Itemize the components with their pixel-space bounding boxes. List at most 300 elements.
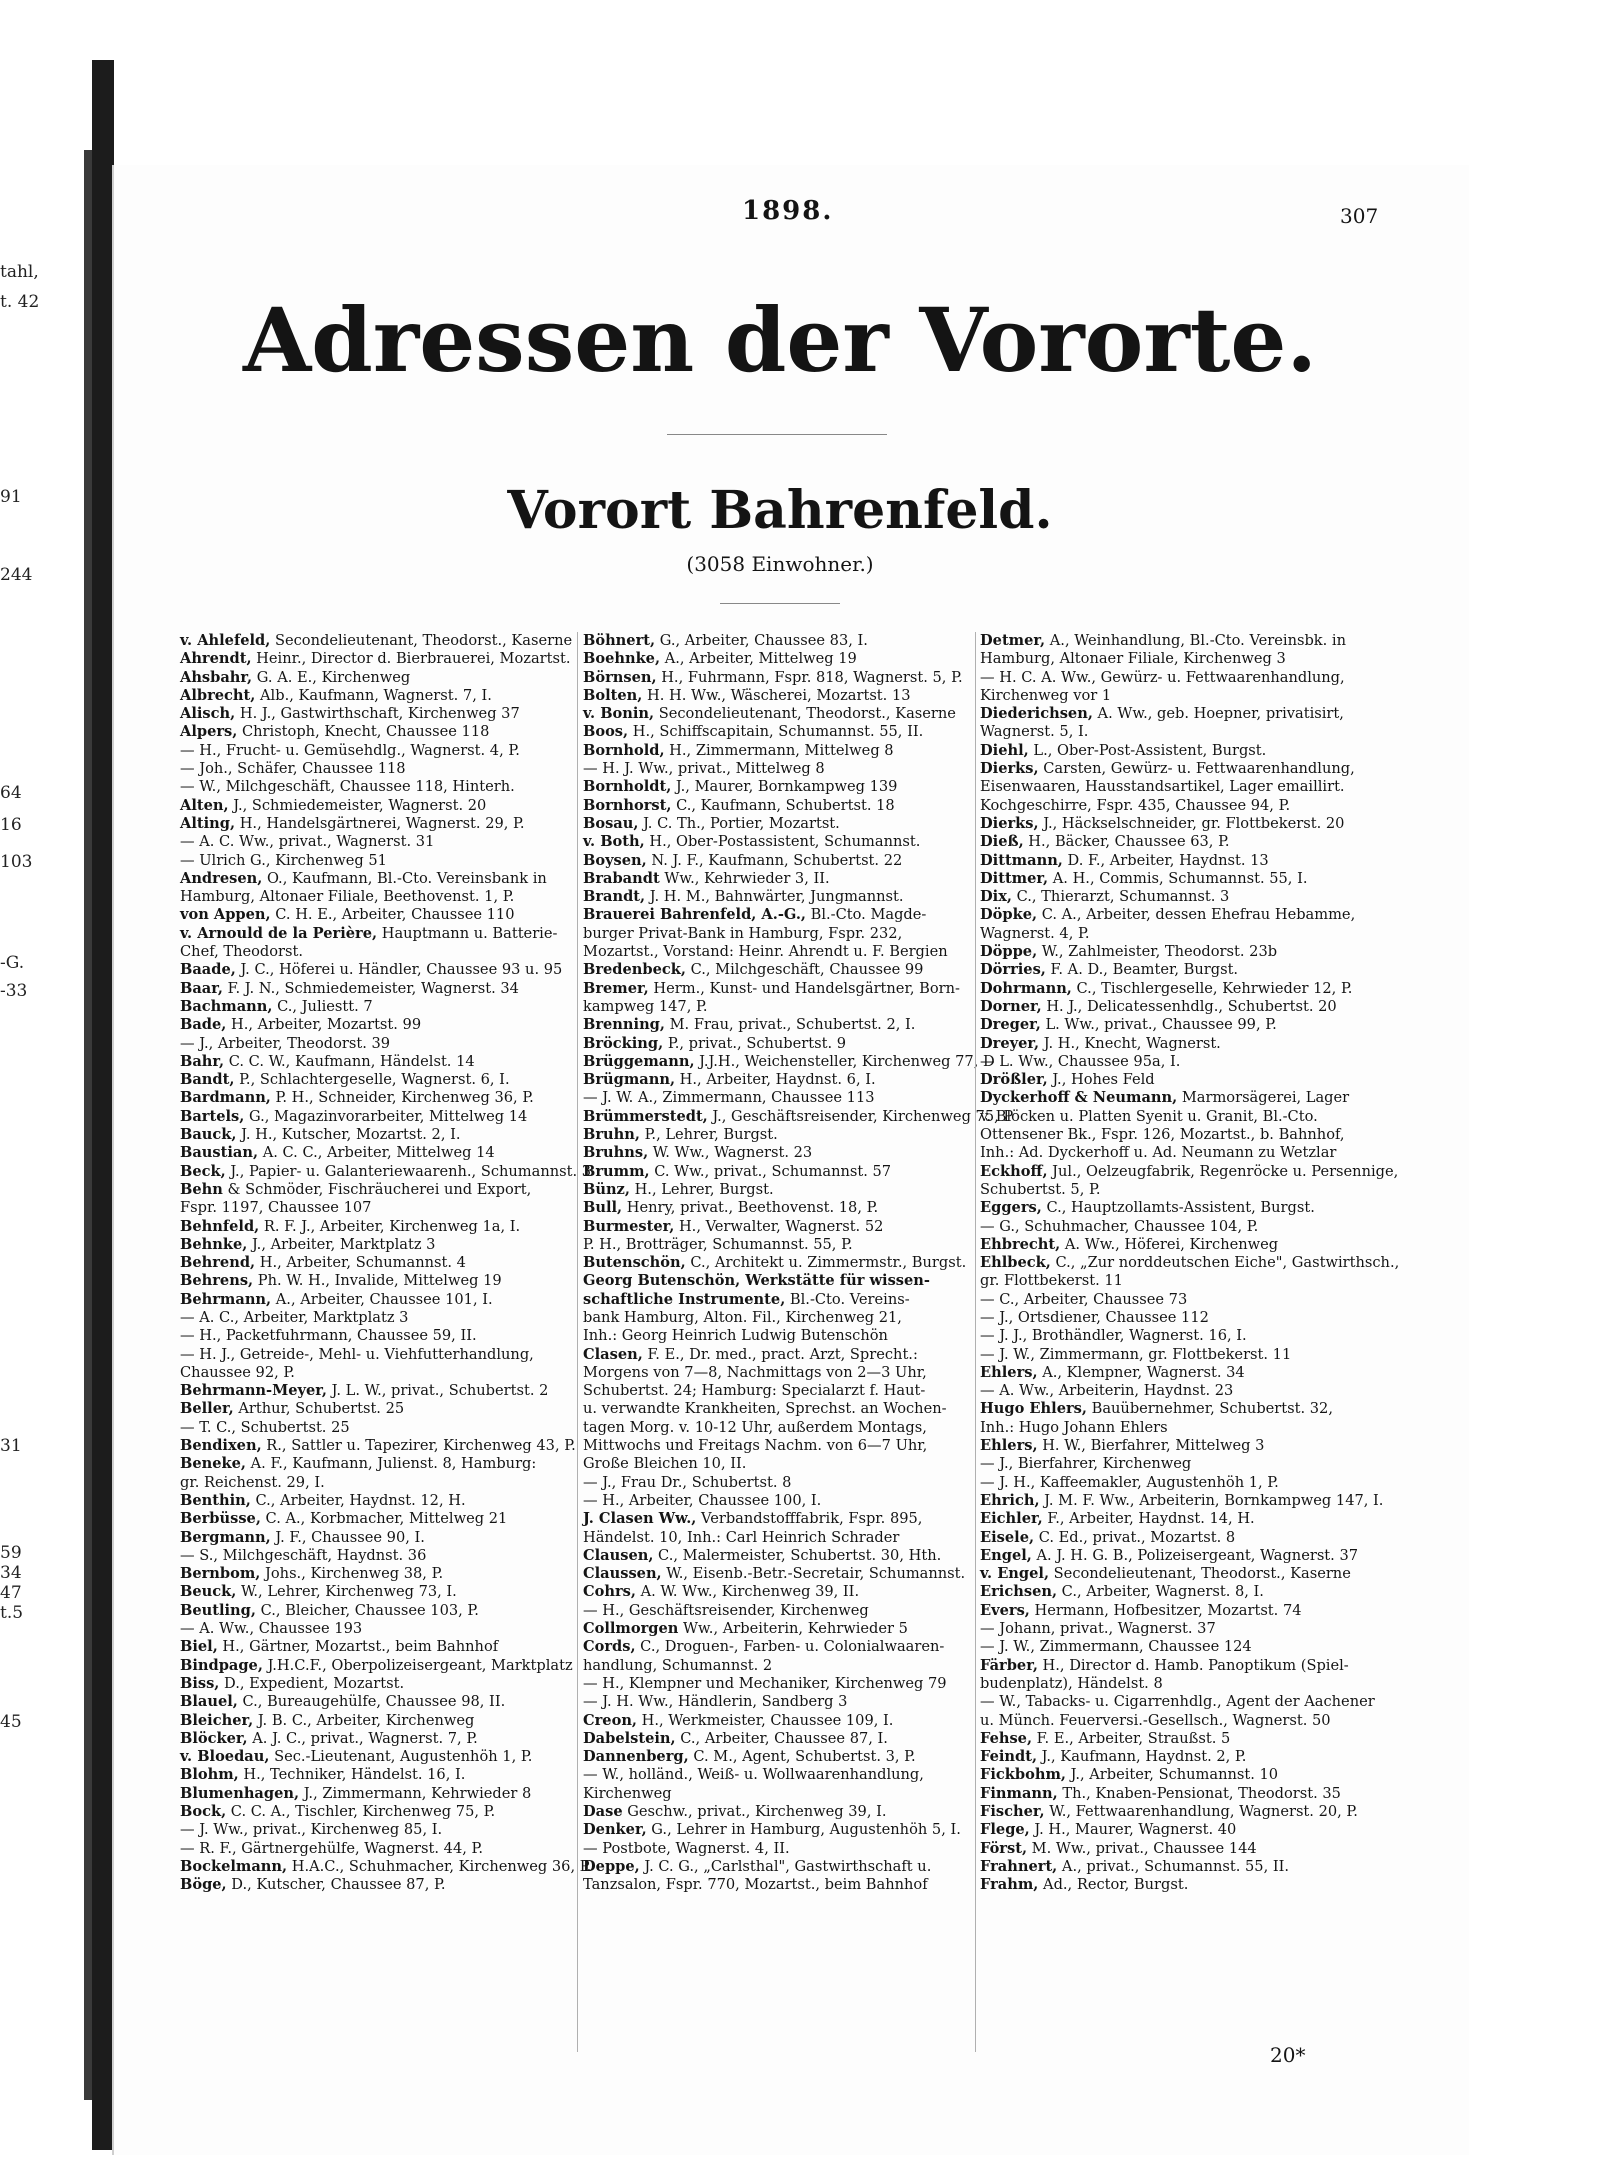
entry-name: Dittmer, [980, 869, 1049, 887]
entry-details: Hamburg, Altonaer Filiale, Kirchenweg 3 [980, 650, 1286, 668]
address-entry [583, 1382, 973, 1400]
entry-name: Dyckerhoff & Neumann, [980, 1089, 1178, 1107]
address-entry [980, 1126, 1372, 1144]
entry-details: — J. W. A., Zimmermann, Chaussee 113 [583, 1089, 875, 1107]
address-entry [980, 1309, 1372, 1327]
entry-name: Ehbrecht, [980, 1235, 1061, 1253]
address-entry [583, 1876, 973, 1894]
entry-details: — Ulrich G., Kirchenweg 51 [180, 851, 387, 869]
address-entry [583, 1218, 973, 1236]
entry-details: C., Bleicher, Chaussee 103, P. [255, 1601, 479, 1619]
address-entry [583, 1492, 973, 1510]
entry-details: G., Magazinvorarbeiter, Mittelweg 14 [244, 1107, 528, 1125]
entry-name: Bröcking, [583, 1034, 664, 1052]
address-entry [980, 1291, 1372, 1309]
entry-details: — A. C., Arbeiter, Marktplatz 3 [180, 1308, 409, 1326]
entry-details: A. Ww., geb. Hoepner, privatisirt, [1092, 705, 1344, 723]
entry-name: Alten, [180, 796, 229, 814]
address-entry [583, 888, 973, 906]
entry-details: J. M. F. Ww., Arbeiterin, Bornkampweg 147, I. [1039, 1491, 1384, 1509]
address-entry [980, 687, 1372, 705]
address-entry [980, 1254, 1400, 1272]
section-rule [720, 603, 840, 604]
entry-details: L., Ober-Post-Assistent, Burgst. [1028, 741, 1267, 759]
left-page-text: t.5 [0, 1603, 24, 1623]
address-entry [980, 1766, 1372, 1784]
entry-details: — J., Arbeiter, Theodorst. 39 [180, 1034, 391, 1052]
entry-details: — J., Frau Dr., Schubertst. 8 [583, 1473, 792, 1491]
entry-details: L. Ww., privat., Chaussee 99, P. [1040, 1016, 1277, 1034]
address-entry [980, 1272, 1372, 1290]
entry-details: J., Papier- u. Galanteriewaarenh., Schumannst. 3 [225, 1162, 592, 1180]
entry-details: A. H., Commis, Schumannst. 55, I. [1048, 869, 1308, 887]
entry-name: Alisch, [180, 705, 236, 723]
address-entry [980, 669, 1372, 687]
entry-details: C., Tischlergeselle, Kehrwieder 12, P. [1071, 979, 1353, 997]
entry-details: Alb., Kaufmann, Wagnerst. 7, I. [255, 686, 492, 704]
address-entry [180, 852, 570, 870]
left-page-text: tahl, [0, 262, 39, 282]
address-entry [180, 925, 570, 943]
entry-name: Diehl, [980, 741, 1029, 759]
address-entry [980, 1491, 1384, 1510]
address-entry [583, 650, 973, 668]
address-entry [180, 833, 570, 851]
entry-details: — J., Ortsdiener, Chaussee 112 [980, 1308, 1209, 1326]
address-entry [180, 1748, 570, 1766]
address-entry [180, 1510, 570, 1528]
entry-details: J. C. G., „Carlsthal", Gastwirthschaft u. [639, 1857, 932, 1875]
address-entry [180, 1016, 570, 1034]
address-entry [980, 1730, 1372, 1748]
entry-name: Eckhoff, [980, 1162, 1048, 1180]
entry-name: Bolten, [583, 686, 643, 704]
address-entry [583, 1400, 973, 1418]
entry-details: v. Blöcken u. Platten Syenit u. Granit, Bl.-Cto. [980, 1107, 1318, 1125]
entry-details: A. J. H. G. B., Polizeisergeant, Wagnerst. 37 [1031, 1546, 1359, 1564]
name-prefix: v. [980, 1565, 998, 1583]
address-entry [980, 998, 1372, 1016]
address-entry [583, 1035, 973, 1053]
entry-name: Böge, [180, 1876, 227, 1894]
entry-details: Johs., Kirchenweg 38, P. [260, 1565, 444, 1583]
entry-name: Behnke, [180, 1235, 248, 1253]
entry-details: C. Ed., privat., Mozartst. 8 [1034, 1528, 1236, 1546]
entry-name: Bull, [583, 1199, 623, 1217]
entry-name: Beneke, [180, 1455, 246, 1473]
entry-details: H., Zimmermann, Mittelweg 8 [664, 741, 894, 759]
entry-details: Ph. W. H., Invalide, Mittelweg 19 [253, 1272, 502, 1290]
entry-details: — J., Bierfahrer, Kirchenweg [980, 1455, 1192, 1473]
address-entry [180, 1656, 573, 1675]
entry-name: schaftliche Instrumente, [583, 1290, 786, 1308]
entry-details: J. H., Kutscher, Mozartst. 2, I. [236, 1126, 461, 1144]
left-page-text: 59 [0, 1543, 22, 1563]
entry-name: Döpke, [980, 906, 1038, 924]
address-entry [583, 1785, 973, 1803]
entry-details: P. H., Brotträger, Schumannst. 55, P. [583, 1235, 853, 1253]
entry-details: F. E., Arbeiter, Straußst. 5 [1032, 1729, 1231, 1747]
address-entry [980, 797, 1372, 815]
entry-name: Bock, [180, 1803, 227, 1820]
address-entry [980, 1858, 1372, 1876]
entry-details: W., Fettwaarenhandlung, Wagnerst. 20, P. [1044, 1803, 1358, 1820]
address-entry [583, 1291, 973, 1309]
entry-details: H. H. Ww., Wäscherei, Mozartst. 13 [642, 686, 911, 704]
entry-name: Blohm, [180, 1766, 239, 1784]
address-entry [180, 1474, 570, 1492]
address-entry [583, 1474, 973, 1492]
entry-name: Bartels, [180, 1107, 245, 1125]
entry-name: Dörries, [980, 961, 1046, 979]
address-entry [180, 980, 570, 998]
address-entry [180, 650, 570, 668]
entry-details: Schubertst. 5, P. [980, 1180, 1101, 1198]
address-entry [180, 1638, 570, 1656]
address-entry [980, 1035, 1372, 1053]
entry-details: — A. Ww., Arbeiterin, Haydnst. 23 [980, 1382, 1234, 1400]
entry-details: H., Arbeiter, Haydnst. 6, I. [675, 1071, 876, 1089]
entry-details: R. F. J., Arbeiter, Kirchenweg 1a, I. [259, 1217, 521, 1235]
entry-name: Dix, [980, 888, 1012, 906]
address-entry [583, 797, 973, 815]
entry-name: Bauck, [180, 1126, 237, 1144]
entry-details: & Schmöder, Fischräucherei und Export, [222, 1180, 532, 1198]
entry-name: Brüggemann, [583, 1052, 695, 1070]
left-page-text: 34 [0, 1563, 22, 1583]
address-entry [180, 1803, 570, 1821]
left-page-text: t. 42 [0, 292, 40, 312]
address-entry [180, 1181, 570, 1199]
address-entry [583, 1071, 973, 1089]
entry-name: Evers, [980, 1601, 1030, 1619]
address-entry [180, 1620, 570, 1638]
address-entry [180, 1272, 570, 1290]
entry-name: Ehlbeck, [980, 1254, 1051, 1272]
address-entry [180, 1455, 570, 1473]
entry-details: J., Schmiedemeister, Wagnerst. 20 [228, 796, 487, 814]
entry-name: Cohrs, [583, 1583, 636, 1601]
entry-details: W., Eisenb.-Betr.-Secretair, Schumannst. [661, 1565, 966, 1583]
address-entry [583, 742, 973, 760]
entry-details: H., Techniker, Händelst. 16, I. [238, 1766, 466, 1784]
entry-name: Bockelmann, [180, 1857, 288, 1875]
entry-name: Albrecht, [180, 686, 256, 704]
address-entry [180, 1712, 570, 1730]
address-entry [180, 669, 570, 687]
address-entry [180, 687, 570, 705]
entry-details: H.A.C., Schuhmacher, Kirchenweg 36, P. [287, 1857, 592, 1875]
entry-details: A., privat., Schumannst. 55, II. [1057, 1857, 1290, 1875]
address-entry [980, 650, 1372, 668]
entry-details: W., Lehrer, Kirchenweg 73, I. [236, 1583, 457, 1601]
entry-name: Baade, [180, 961, 236, 979]
entry-name: Denker, [583, 1821, 647, 1839]
entry-details: J.H.C.F., Oberpolizeisergeant, Marktplatz [262, 1656, 573, 1674]
address-entry [980, 1748, 1372, 1766]
address-entry [180, 1857, 592, 1876]
address-entry [980, 1565, 1372, 1583]
address-entry [180, 815, 570, 833]
address-entry [180, 998, 570, 1016]
entry-details: H., Arbeiter, Schumannst. 4 [255, 1254, 466, 1272]
address-entry [180, 1821, 570, 1839]
left-page-text: 103 [0, 852, 33, 872]
entry-name: Ehrich, [980, 1491, 1040, 1509]
entry-details: F. A. D., Beamter, Burgst. [1045, 961, 1239, 979]
title-rule [667, 434, 887, 435]
address-entry [180, 1108, 570, 1126]
address-entry [583, 1016, 973, 1034]
entry-details: Mozartst., Vorstand: Heinr. Ahrendt u. F. Bergien [583, 943, 948, 961]
entry-details: J. C., Höferei u. Händler, Chaussee 93 u. 95 [235, 961, 563, 979]
address-entry [980, 888, 1372, 906]
entry-details: — A. C. Ww., privat., Wagnerst. 31 [180, 833, 435, 851]
left-page-text: 64 [0, 783, 22, 803]
entry-name: Behn [180, 1180, 223, 1198]
left-page-text: 244 [0, 565, 33, 585]
entry-name: Boysen, [583, 851, 647, 869]
entry-name: Blöcker, [180, 1729, 248, 1747]
address-entry [583, 1052, 995, 1071]
entry-details: Ww., Kehrwieder 3, II. [659, 869, 830, 887]
entry-name: Döppe, [980, 943, 1038, 961]
left-page-text: -33 [0, 981, 28, 1001]
entry-details: — J. W., Zimmermann, gr. Flottbekerst. 11 [980, 1345, 1292, 1363]
entry-details: M. Ww., privat., Chaussee 144 [1027, 1839, 1257, 1857]
address-entry [583, 852, 973, 870]
address-entry [980, 1529, 1372, 1547]
entry-name: Boehnke, [583, 650, 661, 668]
entry-details: C., Thierarzt, Schumannst. 3 [1011, 888, 1230, 906]
entry-details: A. C. C., Arbeiter, Mittelweg 14 [258, 1144, 495, 1162]
entry-details: C., Malermeister, Schubertst. 30, Hth. [653, 1546, 942, 1564]
entry-details: Große Bleichen 10, II. [583, 1455, 747, 1473]
entry-name: Clausen, [583, 1546, 654, 1564]
entry-name: Behrend, [180, 1254, 256, 1272]
address-entry [583, 723, 973, 741]
address-entry [180, 1675, 570, 1693]
entry-details: — W., Milchgeschäft, Chaussee 118, Hinterh. [180, 778, 515, 796]
entry-details: C., Milchgeschäft, Chaussee 99 [685, 961, 924, 979]
address-entry [583, 1565, 973, 1583]
entry-details: O., Kaufmann, Bl.-Cto. Vereinsbank in [262, 869, 547, 887]
address-entry [180, 1400, 570, 1418]
entry-details: Christoph, Knecht, Chaussee 118 [237, 723, 490, 741]
name-prefix: v. [583, 833, 601, 851]
address-entry [583, 1272, 973, 1290]
entry-details: H., Lehrer, Burgst. [629, 1180, 774, 1198]
entry-details: gr. Reichenst. 29, I. [180, 1473, 325, 1491]
entry-details: J. F., Chaussee 90, I. [270, 1528, 425, 1546]
entry-details: C., Arbeiter, Chaussee 87, I. [675, 1729, 888, 1747]
entry-details: J., Arbeiter, Schumannst. 10 [1065, 1766, 1279, 1784]
address-entry [980, 1657, 1372, 1675]
entry-name: Brabandt [583, 869, 660, 887]
entry-details: Ottensener Bk., Fspr. 126, Mozartst., b. Bahnhof, [980, 1126, 1345, 1144]
address-entry [980, 1419, 1372, 1437]
entry-details: H., Fuhrmann, Fspr. 818, Wagnerst. 5, P. [656, 668, 963, 686]
entry-details: P., Lehrer, Burgst. [639, 1126, 778, 1144]
entry-name: Baar, [180, 979, 223, 997]
entry-name: Färber, [980, 1656, 1038, 1674]
entry-name: Eggers, [980, 1199, 1042, 1217]
address-entry [980, 943, 1372, 961]
address-entry [583, 632, 973, 650]
entry-details: A. W. Ww., Kirchenweg 39, II. [635, 1583, 860, 1601]
address-entry [180, 1583, 570, 1601]
address-entry [180, 1785, 570, 1803]
entry-details: W., Zahlmeister, Theodorst. 23b [1037, 943, 1278, 961]
address-entry [980, 1602, 1372, 1620]
name-prefix: v. [583, 705, 601, 723]
entry-name: Ahlefeld, [197, 632, 271, 649]
entry-details: Henry, privat., Beethovenst. 18, P. [622, 1199, 879, 1217]
address-entry [583, 1657, 973, 1675]
entry-details: Hamburg, Altonaer Filiale, Beethovenst. 1, P. [180, 888, 515, 906]
entry-name: Dierks, [980, 814, 1039, 832]
entry-details: J., Hohes Feld [1047, 1071, 1155, 1089]
left-page-fragment [0, 0, 84, 2177]
entry-name: Bandt, [180, 1071, 235, 1089]
address-entry [583, 1309, 973, 1327]
entry-name: J. Clasen Ww., [583, 1510, 697, 1528]
entry-details: A. F., Kaufmann, Julienst. 8, Hamburg: [246, 1455, 537, 1473]
entry-details: F. E., Dr. med., pract. Arzt, Sprecht.: [642, 1345, 918, 1363]
address-entry [980, 1474, 1372, 1492]
entry-details: H., Director d. Hamb. Panoptikum (Spiel- [1037, 1656, 1349, 1674]
entry-name: Ehlers, [980, 1437, 1038, 1455]
address-entry [583, 1529, 973, 1547]
address-entry [980, 1876, 1372, 1894]
page-title: Adressen der Vororte. [243, 288, 1317, 392]
entry-name: Biel, [180, 1638, 218, 1656]
address-entry [980, 1821, 1372, 1839]
entry-details: u. verwandte Krankheiten, Sprechst. an Wochen- [583, 1400, 947, 1418]
entry-details: N. J. F., Kaufmann, Schubertst. 22 [646, 851, 903, 869]
address-entry [980, 1803, 1372, 1821]
entry-name: Fischer, [980, 1803, 1045, 1820]
entry-details: G., Lehrer in Hamburg, Augustenhöh 5, I. [646, 1821, 961, 1839]
entry-details: — Johann, privat., Wagnerst. 37 [980, 1620, 1216, 1638]
entry-details: Wagnerst. 4, P. [980, 924, 1090, 942]
entry-details: — H., Geschäftsreisender, Kirchenweg [583, 1601, 869, 1619]
address-entry [583, 1107, 1014, 1126]
address-entry [980, 1053, 1372, 1071]
entry-details: — J. H., Kaffeemakler, Augustenhöh 1, P. [980, 1473, 1279, 1491]
entry-name: Bernbom, [180, 1565, 261, 1583]
entry-name: Creon, [583, 1711, 638, 1729]
entry-name: Blauel, [180, 1693, 238, 1711]
address-entry [980, 1144, 1372, 1162]
entry-details: Fspr. 1197, Chaussee 107 [180, 1199, 372, 1217]
entry-details: Herm., Kunst- und Handelsgärtner, Born- [648, 979, 960, 997]
address-entry [583, 833, 973, 851]
address-entry [980, 815, 1372, 833]
entry-details: — H. C. A. Ww., Gewürz- u. Fettwaarenhandlung, [980, 668, 1345, 686]
entry-name: Clasen, [583, 1345, 643, 1363]
entry-details: H., Bäcker, Chaussee 63, P. [1023, 833, 1230, 851]
address-entry [980, 1327, 1372, 1345]
entry-details: Secondelieutenant, Theodorst., Kaserne [270, 632, 573, 649]
entry-details: — W., Tabacks- u. Cigarrenhdlg., Agent der Aachener [980, 1693, 1375, 1711]
address-entry [980, 723, 1372, 741]
entry-name: Bade, [180, 1016, 227, 1034]
address-entry [980, 980, 1372, 998]
address-entry [583, 1821, 973, 1839]
address-entry [583, 925, 973, 943]
address-entry [180, 1035, 570, 1053]
entry-details: F. J. N., Schmiedemeister, Wagnerst. 34 [222, 979, 519, 997]
address-entry [583, 1730, 973, 1748]
address-entry [583, 1144, 973, 1162]
entry-name: Först, [980, 1839, 1028, 1857]
entry-details: C., Droguen-, Farben- u. Colonialwaaren- [635, 1638, 945, 1656]
entry-name: Brügmann, [583, 1071, 676, 1089]
entry-details: D., Kutscher, Chaussee 87, P. [226, 1876, 446, 1894]
address-entry [180, 1876, 570, 1894]
entry-name: von Appen, [180, 906, 271, 924]
address-entry [583, 669, 973, 687]
entry-details: Ww., Arbeiterin, Kehrwieder 5 [678, 1620, 908, 1638]
entry-details: C. A., Arbeiter, dessen Ehefrau Hebamme, [1037, 906, 1356, 924]
address-entry [180, 1693, 570, 1711]
entry-name: Dabelstein, [583, 1729, 676, 1747]
entry-details: u. Münch. Feuerversi.-Gesellsch., Wagnerst. 50 [980, 1711, 1331, 1729]
entry-name: Dieß, [980, 833, 1024, 851]
entry-details: A. Ww., Höferei, Kirchenweg [1060, 1235, 1279, 1253]
entry-name: Beuck, [180, 1583, 237, 1601]
entry-name: Both, [600, 833, 645, 851]
entry-details: H., Handelsgärtnerei, Wagnerst. 29, P. [235, 814, 525, 832]
address-column-3 [980, 632, 1400, 1894]
address-entry [583, 998, 973, 1016]
address-entry [980, 778, 1372, 796]
entry-details: A., Weinhandlung, Bl.-Cto. Vereinsbk. in [1045, 632, 1346, 649]
entry-name: Dreyer, [980, 1034, 1040, 1052]
entry-name: Butenschön, [583, 1254, 686, 1272]
address-entry [583, 1437, 973, 1455]
entry-details: Händelst. 10, Inh.: Carl Heinrich Schrader [583, 1528, 900, 1546]
address-entry [180, 778, 570, 796]
entry-details: Th., Knaben-Pensionat, Theodorst. 35 [1057, 1784, 1341, 1802]
address-entry [180, 1218, 570, 1236]
entry-details: burger Privat-Bank in Hamburg, Fspr. 232, [583, 924, 903, 942]
address-entry [583, 1419, 973, 1437]
entry-name: Brenning, [583, 1016, 665, 1034]
address-entry [180, 760, 570, 778]
entry-name: Beutling, [180, 1601, 256, 1619]
entry-details: Inh.: Georg Heinrich Ludwig Butenschön [583, 1327, 888, 1345]
entry-details: A., Arbeiter, Mittelweg 19 [660, 650, 857, 668]
address-entry [180, 961, 570, 979]
address-entry [180, 705, 570, 723]
entry-details: J. L. W., privat., Schubertst. 2 [327, 1382, 549, 1400]
address-entry [583, 980, 973, 998]
address-entry [583, 1163, 973, 1181]
address-entry [583, 1693, 973, 1711]
address-entry [180, 1309, 570, 1327]
entry-details: D. F., Arbeiter, Haydnst. 13 [1062, 851, 1269, 869]
address-entry [583, 687, 973, 705]
entry-details: Secondelieutenant, Theodorst., Kaserne [654, 705, 956, 723]
entry-details: J., Zimmermann, Kehrwieder 8 [299, 1784, 532, 1802]
entry-details: P., privat., Schubertst. 9 [663, 1034, 847, 1052]
address-entry [980, 1547, 1372, 1565]
entry-details: Mittwochs und Freitags Nachm. von 6—7 Uhr, [583, 1437, 928, 1455]
entry-details: C., Hauptzollamts-Assistent, Burgst. [1041, 1199, 1315, 1217]
address-entry [980, 961, 1372, 979]
